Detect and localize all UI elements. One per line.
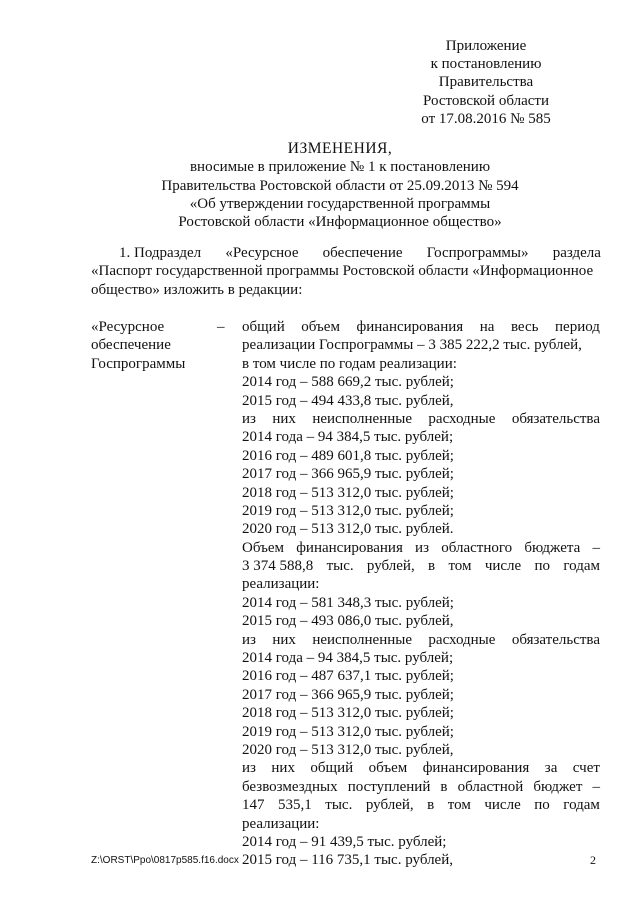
resource-label-line: обеспечение [91, 337, 171, 354]
detail-text: финансирования [422, 760, 530, 777]
detail-text: период [555, 319, 600, 335]
detail-text: на [479, 319, 495, 335]
appendix-line: к постановлению [430, 56, 542, 73]
detail-text: общий [242, 319, 285, 335]
detail-line [242, 447, 600, 465]
detail-line [242, 815, 600, 833]
title-line: Правительства Ростовской области от 25.09.2013 № 594 [161, 177, 519, 194]
detail-text: по [534, 558, 551, 575]
detail-text: расходные [428, 410, 496, 427]
detail-text: обязательства [511, 631, 600, 648]
detail-line [242, 759, 600, 777]
detail-text: 2015 год – 116 735,1 тыс. рублей, [242, 852, 453, 869]
detail-text: 2018 год – 513 312,0 тыс. рублей; [242, 484, 454, 501]
resource-label-line: Госпрограммы [91, 355, 186, 372]
detail-line [242, 612, 600, 630]
detail-text: весь [510, 319, 539, 335]
detail-line [242, 318, 600, 336]
detail-text: в [440, 778, 448, 795]
detail-line [242, 594, 600, 612]
detail-text: финансирования [356, 319, 464, 335]
intro-word: «Ресурсное [225, 245, 299, 261]
title-line: Ростовской области «Информационное общество» [178, 214, 502, 231]
appendix-line: Правительства [438, 74, 534, 91]
detail-text: общий [310, 760, 354, 777]
detail-line [242, 723, 600, 741]
detail-line [242, 373, 600, 391]
detail-line [242, 428, 600, 446]
document-title [60, 140, 620, 231]
intro-paragraph [91, 244, 601, 299]
detail-text: областной [457, 778, 524, 795]
detail-text: из [242, 631, 256, 648]
detail-text: 2020 год – 513 312,0 тыс. рублей. [242, 521, 454, 538]
detail-text: 2014 года – 94 384,5 тыс. рублей; [242, 429, 454, 446]
detail-text: реализации: [242, 576, 320, 593]
detail-text: неисполненные [312, 631, 412, 648]
detail-line [242, 502, 600, 520]
detail-line [242, 796, 600, 814]
intro-line-3: общество» изложить в редакции: [91, 281, 303, 298]
detail-text: 3 374 588,8 [242, 558, 314, 575]
detail-text: 2015 год – 494 433,8 тыс. рублей, [242, 392, 454, 409]
intro-word: раздела [552, 245, 601, 261]
detail-line [242, 851, 600, 869]
detail-line [242, 686, 600, 704]
title-line: «Об утверждении государственной программы [189, 195, 491, 212]
detail-text: 2017 год – 366 965,9 тыс. рублей; [242, 466, 454, 483]
detail-line [242, 557, 600, 575]
detail-line [242, 631, 600, 649]
detail-text: расходные [428, 631, 496, 648]
detail-text: 2017 год – 366 965,9 тыс. рублей; [242, 686, 454, 703]
detail-text: рублей, [365, 797, 414, 814]
detail-text: 2016 год – 489 601,8 тыс. рублей; [242, 447, 454, 464]
detail-text: тыс. [326, 558, 354, 575]
intro-line-2: «Паспорт государственной программы Ростовской области «Информационное [91, 263, 594, 280]
detail-text: 2020 год – 513 312,0 тыс. рублей, [242, 741, 454, 758]
detail-line [242, 539, 600, 557]
detail-text: 2014 год – 581 348,3 тыс. рублей; [242, 594, 454, 611]
footer-file-path: Z:\ORST\Ppo\0817p585.f16.docx [91, 855, 239, 866]
detail-text: счет [572, 760, 600, 777]
detail-text: объем [301, 319, 340, 335]
detail-text: объем [368, 760, 408, 777]
detail-text: том [448, 558, 472, 575]
detail-text: 2015 год – 493 086,0 тыс. рублей, [242, 613, 454, 630]
detail-line [242, 410, 600, 428]
detail-line [242, 484, 600, 502]
detail-text: безвозмездных [242, 778, 338, 795]
title-heading: ИЗМЕНЕНИЯ, [287, 140, 393, 157]
detail-text: финансирования [296, 539, 403, 556]
detail-line [242, 336, 600, 354]
resource-label [91, 318, 185, 373]
detail-line [242, 355, 600, 373]
detail-text: них [271, 760, 295, 777]
title-line: вносимые в приложение № 1 к постановлению [189, 159, 491, 176]
detail-text: областного [441, 539, 513, 556]
detail-line [242, 520, 600, 538]
detail-text: 535,1 [278, 797, 312, 814]
resource-details [242, 318, 600, 870]
detail-text: 2014 год – 91 439,5 тыс. рублей; [242, 833, 447, 850]
detail-text: за [544, 760, 558, 777]
detail-line [242, 649, 600, 667]
detail-text: из [242, 760, 256, 777]
detail-text: рублей, [366, 558, 415, 575]
detail-text: реализации Госпрограммы – 3 385 222,2 тыс. рублей, [242, 337, 582, 354]
intro-word: Госпрограммы» [426, 245, 529, 261]
detail-text: годам [563, 797, 600, 814]
appendix-line: Ростовской области [423, 92, 549, 109]
detail-line [242, 704, 600, 722]
detail-text: в [428, 558, 436, 575]
detail-text: 2019 год – 513 312,0 тыс. рублей; [242, 502, 454, 519]
detail-text: них [272, 410, 296, 427]
appendix-line: от 17.08.2016 № 585 [421, 110, 551, 127]
appendix-line: Приложение [445, 38, 527, 54]
detail-line [242, 575, 600, 593]
detail-text: бюджет [533, 778, 583, 795]
page-number: 2 [590, 853, 596, 867]
detail-line [242, 833, 600, 851]
detail-text: по [534, 797, 550, 814]
detail-text: – [592, 539, 600, 556]
detail-text: том [447, 797, 471, 814]
detail-text: в [427, 797, 435, 814]
detail-text: Объем [242, 539, 284, 556]
appendix-header [400, 37, 572, 128]
detail-text: тыс. [325, 797, 353, 814]
detail-line [242, 667, 600, 685]
intro-word: обеспечение [322, 245, 403, 261]
detail-text: 2016 год – 487 637,1 тыс. рублей; [242, 668, 454, 685]
resource-label-line: «Ресурсное [91, 319, 165, 335]
detail-text: них [272, 631, 296, 648]
detail-text: 2014 год – 588 669,2 тыс. рублей; [242, 374, 454, 391]
detail-text: годам [563, 558, 600, 575]
detail-text: числе [484, 558, 522, 575]
detail-line [242, 778, 600, 796]
detail-line [242, 465, 600, 483]
detail-text: бюджета [524, 539, 581, 556]
detail-text: из [415, 539, 429, 556]
intro-line-1 [119, 244, 601, 262]
detail-text: 2019 год – 513 312,0 тыс. рублей; [242, 723, 454, 740]
detail-text: неисполненные [312, 410, 412, 427]
detail-text: – [592, 778, 600, 795]
detail-line [242, 392, 600, 410]
intro-word: 1. Подраздел [119, 245, 202, 261]
detail-text: 147 [242, 797, 265, 814]
detail-text: из [242, 410, 256, 427]
detail-text: 2014 года – 94 384,5 тыс. рублей; [242, 650, 454, 667]
detail-text: 2018 год – 513 312,0 тыс. рублей; [242, 705, 454, 722]
detail-text: реализации: [242, 815, 320, 832]
detail-text: в том числе по годам реализации: [242, 355, 457, 372]
detail-text: поступлений [347, 778, 431, 795]
detail-line [242, 741, 600, 759]
separator-dash: – [217, 319, 225, 335]
detail-text: числе [484, 797, 521, 814]
detail-text: обязательства [511, 410, 600, 427]
